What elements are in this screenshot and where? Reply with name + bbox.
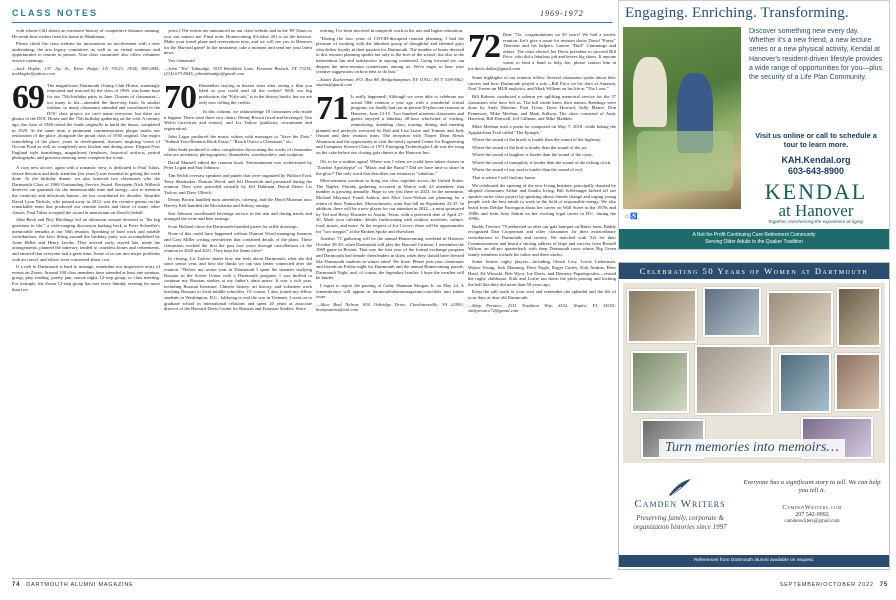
paragraph: That is where I will find my home.: [472, 175, 537, 181]
footer-right: [780, 582, 888, 588]
class-year-number: 70: [164, 78, 196, 116]
paragraph: Where the sound of laughter is louder than the sound of the cynic,: [472, 152, 594, 158]
kendal-ad-phone[interactable]: 603-643-8900: [787, 166, 845, 176]
class-entry: [316, 89, 464, 156]
paragraph: In closing, Lis Tarlow shares how she feels about Dartmouth, what she did since senior year, and how she thinks we can stay better connected after the reunion. "Before my senior year at Dartmouth I spent the summer studying Russian in the Soviet Union with a Dartmouth program. I was thrilled to continue my Russian studies at my father's alma mater. It was a rich year, including Russian literature, Chinese history, art history, and volunteer work teaching Russian to local middle-schoolers. Of course, I also joined my fellow students in Washington, D.C., lobbying to end the war in Vietnam. I went on to graduate school in international relations and spent 20 years as associate director of the Harvard Davis Center for Russian and Eurasian Studies. Since: [164, 255, 312, 312]
class-entry-text: It really happened! Although we were able to celebrate our actual 50th reunion a year ago with a wonderful virtual program, we finally had our in-person 50-plus-one reunion in Hanover, June 13-15. Two hundred nineteen classmates and guests enjoyed a fabulous 48-hour whirlwind of visiting, reminiscing, attending class, touring, dining, and meeting planned and perfectly executed by Bob and Lisa Lister and Tommy and Judy Osman and their reunion team. The reception with Thayer Dean Alexis Abramson and the opportunity to visit the newly opened Center for Engineering and Computer Science Class of 1971 Emerging Technologies Lab was the icing on the cake before our closing gala dinner at the Hanover Inn.: [316, 93, 464, 155]
kendal-ad-cta: Visit us online or call to schedule a tour to learn more.: [755, 131, 877, 149]
collage-photo: [703, 287, 761, 337]
camden-logo: [625, 477, 735, 531]
collage-photo: [837, 287, 881, 347]
equal-housing-icon: ⌂ ♿: [625, 214, 638, 220]
camden-logo-name: Camden Writers: [634, 498, 726, 510]
quill-icon: [667, 477, 693, 497]
kendal-logo-bottom: at Hanover: [778, 201, 854, 220]
text-column-1: [12, 28, 160, 573]
paragraph: Where the sound of the brook is louder than the sound of the highway,: [472, 137, 602, 143]
camden-tagline: Everyone has a significant story to tell. We can help you tell it.: [743, 479, 881, 495]
kendal-logo: [749, 181, 883, 219]
paragraph: Buddy Teevens '79 addressed us after our gala banquet on Baker lawn. Buddy recognized Dan Cooperman and other classmates for their extraordinary contributions to Dartmouth and society. We marched with '22s for their Commencement and heard a stirring address of hope and success from Russell Wilson, an all-pro quarterback with deep Dartmouth roots whose Big Green family members include his father and three uncles.: [468, 223, 616, 257]
camden-references: References from Dartmouth alumni available on request.: [619, 555, 889, 567]
paragraph: Vox clamantis!: [168, 57, 196, 63]
paragraph: Some highlights of our reunion follow. Several classmates spoke about their careers and how Dartmouth played a role—Bill Price on his days at Amazon, Neal Traven on MLB analytics, and Mark Wilhem on his life at "The Loon.": [468, 75, 616, 92]
camden-ad-heading: Celebrating 50 Years of Women at Dartmouth: [619, 263, 889, 279]
collage-photo: [835, 353, 881, 411]
issue-date: SEPTEMBER/OCTOBER 2022: [779, 582, 874, 588]
kendal-ad-title: Engaging. Enriching. Transforming.: [625, 5, 849, 21]
text-column-3: [316, 28, 464, 573]
class-secretary-signature: —Shep Prentice, 2311 Tradition Way, #102, Naples, FL 34105; shelprentice72@gmail.com: [468, 302, 616, 314]
kendal-tagline: Together, transforming the experience of aging.: [767, 219, 865, 224]
paragraph: Where the sound of tranquility is louder than the sound of the ticking clock,: [472, 159, 612, 165]
kendal-ad-body: Discover something new every day. Whether it's a new friend, a new lecture series or a new physical activity, Kendal at Hanover's resident-driven lifestyle provides a wide range of opportunities for you—plus the security of a Life Plan Community.: [749, 28, 883, 82]
kendal-band-line1: A Not-for-Profit Continuing Care Retirement Community: [692, 232, 816, 238]
photo-table-shape: [637, 131, 733, 191]
class-year-number: 72: [468, 28, 500, 65]
kendal-ad-band: [619, 229, 889, 249]
page-footer: [0, 578, 896, 600]
class-secretary-signature: —Jack Hopke, 137 Joy St., River Ridge, LA 70123; (504) 388-2845; jackhopke@yahoo.com: [12, 65, 160, 77]
class-entry-text: The magnificent Dartmouth Outing Club House, stunningly renovated and restored by the class of 1969, was home base for our 75th birthday party in June. Dozens of classmates—too many to list—attended the three-day bash. In similar fashion, so many classmates attended and contributed to the DOC class project we can't name everyone, but there are photos of the DOC House and the 75th birthday gathering on the web. A century ago, the class of 1940 raised the funds originally to build the house, completed in 1929. At the same time, a prominent commemorative plaque marks our restoration of the place, alongside the proud class of 1930 original. Our major remodeling of the place, years in development, features inspiring views of Occom Pond as well as completely new kitchen and dining areas. Elegant New England style furnishings, magnificent fireplaces, historical artifacts, period photographs, and gracious meeting areas complete the scene.: [12, 82, 160, 161]
paragraph: John Lagar produced the music videos with messages to "Save the Date," "Submit Your Reunion Book Essay," "Reach Out to a Classmate," etc.: [164, 133, 312, 145]
camden-phone[interactable]: 207 542-9992: [795, 511, 829, 518]
paragraph: David Mansell edited the reunion book. Entertainment was orchestrated by Peter Logan and Star Johnson.: [164, 159, 312, 171]
paragraph: Tim Welch oversaw speakers and panels that were organized by Wallace Ford, Terry Sharmaker, Duncan Wood, and Jeff Demeroth and presented during the reunion. They were preceded virtually by Jeff Dahlman, David Deese, Lis Tarlow, and Dave Ulbrich.: [164, 173, 312, 195]
kendal-logo-top: KENDAL: [764, 179, 868, 204]
camden-photo-collage: [623, 283, 885, 463]
paragraph: "During the four years of COVID-disrupted reunion planning, I had the pleasure of working with the fabulous group of thoughtful and talented guys who define loyalty in their passion for Dartmouth. The number of hours devoted to this reunion planning speaks not only to the love of the school, but also to the tremendous fun and satisfaction in staying connected. Going forward we can deepen the inter-reunion connections among us. We're eager to hear your creative suggestions on how best to do that.": [316, 35, 464, 75]
class-entry: [164, 78, 312, 116]
kendal-band-line2: Serving Older Adults in the Quaker Tradition: [705, 239, 803, 245]
years-label: 1969-1972: [540, 9, 584, 18]
paragraph: A cozy new alcove, again with a romantic view, is dedicated to Paul Tuhas, whose devotion and daily attention (for years!) was essential in getting the work done. At the birthday dinner, we also honored two classmates who the Dartmouth Class of 1969 Outstanding Service Award. Recipient Nick Wilbeck deserves our gratitude for the immeasurable time and energy—not to mention the creativity and infectious humor—he has contributed for decades. Awardee David Lyon Nichols, who passed away in 2012, was the creative genius on the remarkable team that produced our reunion books and those of many other classes. Paul Tuhas accepted the award in memoriam on David's behalf.: [12, 165, 160, 215]
paragraph: years.) The events are announced on our class website and in the '69 Times or you can contact me. Final note: Homecoming (October 20) is on the horizon. Make your travel plans and reservations now, and we will see you in Hanover for the Harvard game! In the meantime, take a moment and send me your latest news.: [164, 28, 312, 56]
paragraph: None of this could have happened without Duncan Wood managing finances and Gary Miller writing newsletters that contained details of the plans. These classmates worked the first the past four years through cancellations of the reunion in 2020 and 2021. They kept the flame alive!: [164, 231, 312, 254]
paragraph: Bill Roberts conducted a solemn yet uplifting memorial service for the 37 classmates who have left us. The hill winds knew their names. Readings were done by Andy Martens, Paul Tyson, Drew Howard, Sally Marter, Don Fennessey, Mike Meehan, and Mark Stillson. The choir consisted of Andy Harrison, Bill Donwall, Jeff Gillman, and Mike Madden.: [468, 93, 616, 122]
collage-photo: [767, 291, 833, 347]
collage-photo: [695, 345, 773, 415]
paragraph: Some former rugby players—including Chuck Low, Lorrie Lieberman, Wayne Young, Jack Manning, Dave Engle, Roger Curley, Kirk Andrus, Peter Heed, Ed Winoski, Bob Wyor, Joe Davis, and Demetry Papadopoulos—visited the rugby clubhouse. Kirk and Lorrie ran down the pitch passing and kicking the ball like they did more than 50 years ago.: [468, 259, 616, 287]
collage-photo: [779, 353, 831, 413]
class-entry: [12, 78, 160, 161]
paragraph: Please check the class website for information on involvement with a new undertaking, the arts legacy committee, as well as on virtual seminars and opportunities to reunite in person. Your class committee also offers volunteer service openings.: [12, 41, 160, 63]
collage-photo: [631, 351, 689, 413]
paragraph: Star Johnson coordinated beverage service in the tent and during meals and arranged the wine and beer tastings.: [164, 210, 312, 222]
camden-email[interactable]: camdenwriters@gmail.com: [784, 518, 840, 524]
paragraph: retiring, I've been involved in nonprofit work in the arts and higher education.: [320, 28, 464, 33]
camden-web[interactable]: CamdenWriters.com: [782, 503, 842, 511]
paragraph: We celebrated the opening of the new Irving Institute, principally donated by adopted classmates Arthur and Sandra Irving. Bill Schlesinger kicked off our speaker series class project by speaking about climate change and urging young people with the best minds to work in the field of responsible energy. We also heard from Debbie Farrington about her career on Wall Street in the 1970s and 1980s and from Amy Sabrin on her exciting legal career in D.C. during the 1990s.: [468, 182, 616, 222]
ad-column: [618, 0, 890, 572]
paragraph: Oh, to be a student again! Where was I when we could have taken classes in "Zombie Apocalypse" or "Music and the Brain"? Did we have time to share in the glow? The only word that describes our reunion is "fabulous.": [316, 159, 464, 176]
class-entry-text: Remember staying in theater seats after seeing a film you liked so you could read all the credits? Well, our big production, the "Fifty-ish," is in the history books, but we are only now rolling the credits.: [199, 82, 312, 105]
paragraph: John Sadd produced a video compilation showcasing the works of classmates who are architects, photographers, filmmakers, woodworkers, and sculptors.: [164, 146, 312, 158]
paragraph: I regret to report the passing of Cathy Shannon Morgan Jr. on May 24. A remembrance will appear at dartmouthalumnimagazine.com/obits into future issue.: [316, 282, 464, 300]
paragraph: Where the sound of my soul is louder than the sound of evil,: [472, 167, 584, 173]
paragraph: Another '71 gathering will be the annual Homecoming weekend in Hanover October 28-29, when Dartmouth will play the Harvard Crimson. I remember the 1969 game in Boston. That was the first year of the formal exchange program and Dartmouth had female cheerleaders in skirts when they should have dressed like Dartmouth students in winter attire! We froze. Please join your classmates and friends on Friday night for Dartmouth and the annual Homecoming parade, Dartmouth Night, and, of course, the legendary bonfire. I hope the weather will be kinder.: [316, 236, 464, 281]
text-column-4: [468, 28, 616, 573]
paragraph: If a trek to Dartmouth is hard to manage, remember our impressive array of events on Zoom. Around 100 class members have attended at least one seminar, group, play reading, poetry jam, movie night, 12-step group, or class meeting. For example, the Zoom 12-step group has met every Sunday evening for more than two: [12, 264, 160, 292]
paragraph: Mike Meehan read a poem he composed on May 7, 2018, while hiking the Appalachian Trail called "The Epitaph.": [468, 123, 616, 135]
class-secretary-signature: —Stuart Zuckerman, P.O. Box 88, Bridgehampton, NY 11932; (917) 538-9062; stuartz@gmail.com: [316, 76, 464, 88]
text-column-2: [164, 28, 312, 573]
magazine-name: DARTMOUTH ALUMNI MAGAZINE: [26, 582, 134, 588]
camden-memories-headline: Turn memories into memoirs…: [659, 439, 845, 457]
paragraph: John Beck and Roy Hitchings led an afternoon session devoted to "the big questions in life," a wide-ranging discussion harking back to Peter Schaeffer's memorable remarks at our 50th reunion. Speaking of hard work and notable contributions, the keys lifting around the birthday party was accomplished by Anne Heller and Henry Jacobs. They arrived early, stayed late, made the arrangements, planned the itinerary, tended to countless bones and refinements, and ensured that everyone had a great time. Some of us ran into major problems with air travel, and others were concerned about cost.: [12, 217, 160, 262]
left-page-number: 74: [12, 582, 21, 588]
right-page-number: 75: [879, 582, 888, 588]
class-entry: [468, 28, 616, 71]
paragraph: Denny Brown handled most amenities, catering, and the Hood Museum tour. Harvey Keil handled the Moosilauke and Sidway outings.: [164, 197, 312, 209]
paragraph: In this column, we acknowledge 18 classmates who made it happen. There were three vice chairs: Denny Brown (food and beverage), Tim Welch (activities and events), and Lis Tarlow (publicity, recruitment and registration).: [164, 109, 312, 131]
class-year-number: 71: [316, 89, 348, 127]
header-rule: [12, 22, 612, 23]
camden-contact-block: [741, 479, 883, 524]
camden-ad[interactable]: [618, 262, 890, 570]
paragraph: Scott Holland chose the Dartmouth-branded prizes for raffle drawings.: [168, 223, 298, 229]
kendal-ad-web[interactable]: KAH.Kendal.org: [781, 155, 851, 165]
class-entry-text: Dear '72s, congratulations on 50 years! We had a terrific reunion. Let's give a rouse for reunion chairs David "Fuzzy" Thurston and his helpers, Lauren "Duff" Cummings and others. The class elected Joe Davis president to succeed Bill Price, who did a fabulous job and leaves big shoes. If anyone wants to lend a hand to help Joe, please contact him at joe.davis.dallas@gmail.com.: [468, 32, 616, 71]
collage-photo: [627, 289, 697, 343]
class-secretary-signature: —John "Tex" Talmadge, 3519 Brookline Lane, Furmont Branch, TX 73234; (214) 673-8045; johntalmadge@gmail.com: [164, 65, 312, 77]
footer-rule: [12, 578, 612, 579]
photo-person-shape: [633, 57, 667, 127]
kendal-ad-contact[interactable]: [749, 155, 883, 177]
footer-left: [12, 582, 134, 588]
paragraph: with whom Cliff shares an extensive history of competitive distance running. He sends best wishes from his home in Manhattan.: [12, 28, 160, 39]
class-secretary-signature: —Alice Beal Nelson, 834 Oxbridge Drive, Charlottesville, VA 22903; beanysaurus@aol.com: [316, 301, 464, 313]
kendal-ad[interactable]: [618, 0, 890, 250]
paragraph: Where the sound of the bird is louder than the sound of the jet,: [472, 144, 588, 150]
kendal-ad-photo: [623, 27, 741, 209]
paragraph: Keep the still north in your soul and remember the splendid and the ills of your days at dear old Dartmouth.: [468, 289, 616, 300]
camden-logo-desc: Preserving family, corporate & organization histories since 1997: [633, 514, 727, 531]
section-label: CLASS NOTES: [12, 8, 99, 18]
class-year-number: 69: [12, 78, 44, 116]
paragraph: Mini-reunions continue to bring our class together across the United States. The Naples, Florida, gathering occurred in March with 43 attendees; that number is growing annually. Hope to see you there in 2023. In the meantime, Michael Maynard, Frank Ashton, and Alice Goss-Nelson are planning for a return of their Nantucket, Massachusetts, mini that fall on September 23-25. In addition, there will be a new player for our attention in 2022—a mini sponsored by Ted and Betsy Elsmeier in Austin, Texas, with a preferred date of April 27-30. Mark your calendar; details forthcoming with outdoor activities, culture, food, music, and more. At the request of Joe Cecere, there will be opportunities for "two steppin'" at the Broken Spoke and elsewhere.: [316, 178, 464, 234]
